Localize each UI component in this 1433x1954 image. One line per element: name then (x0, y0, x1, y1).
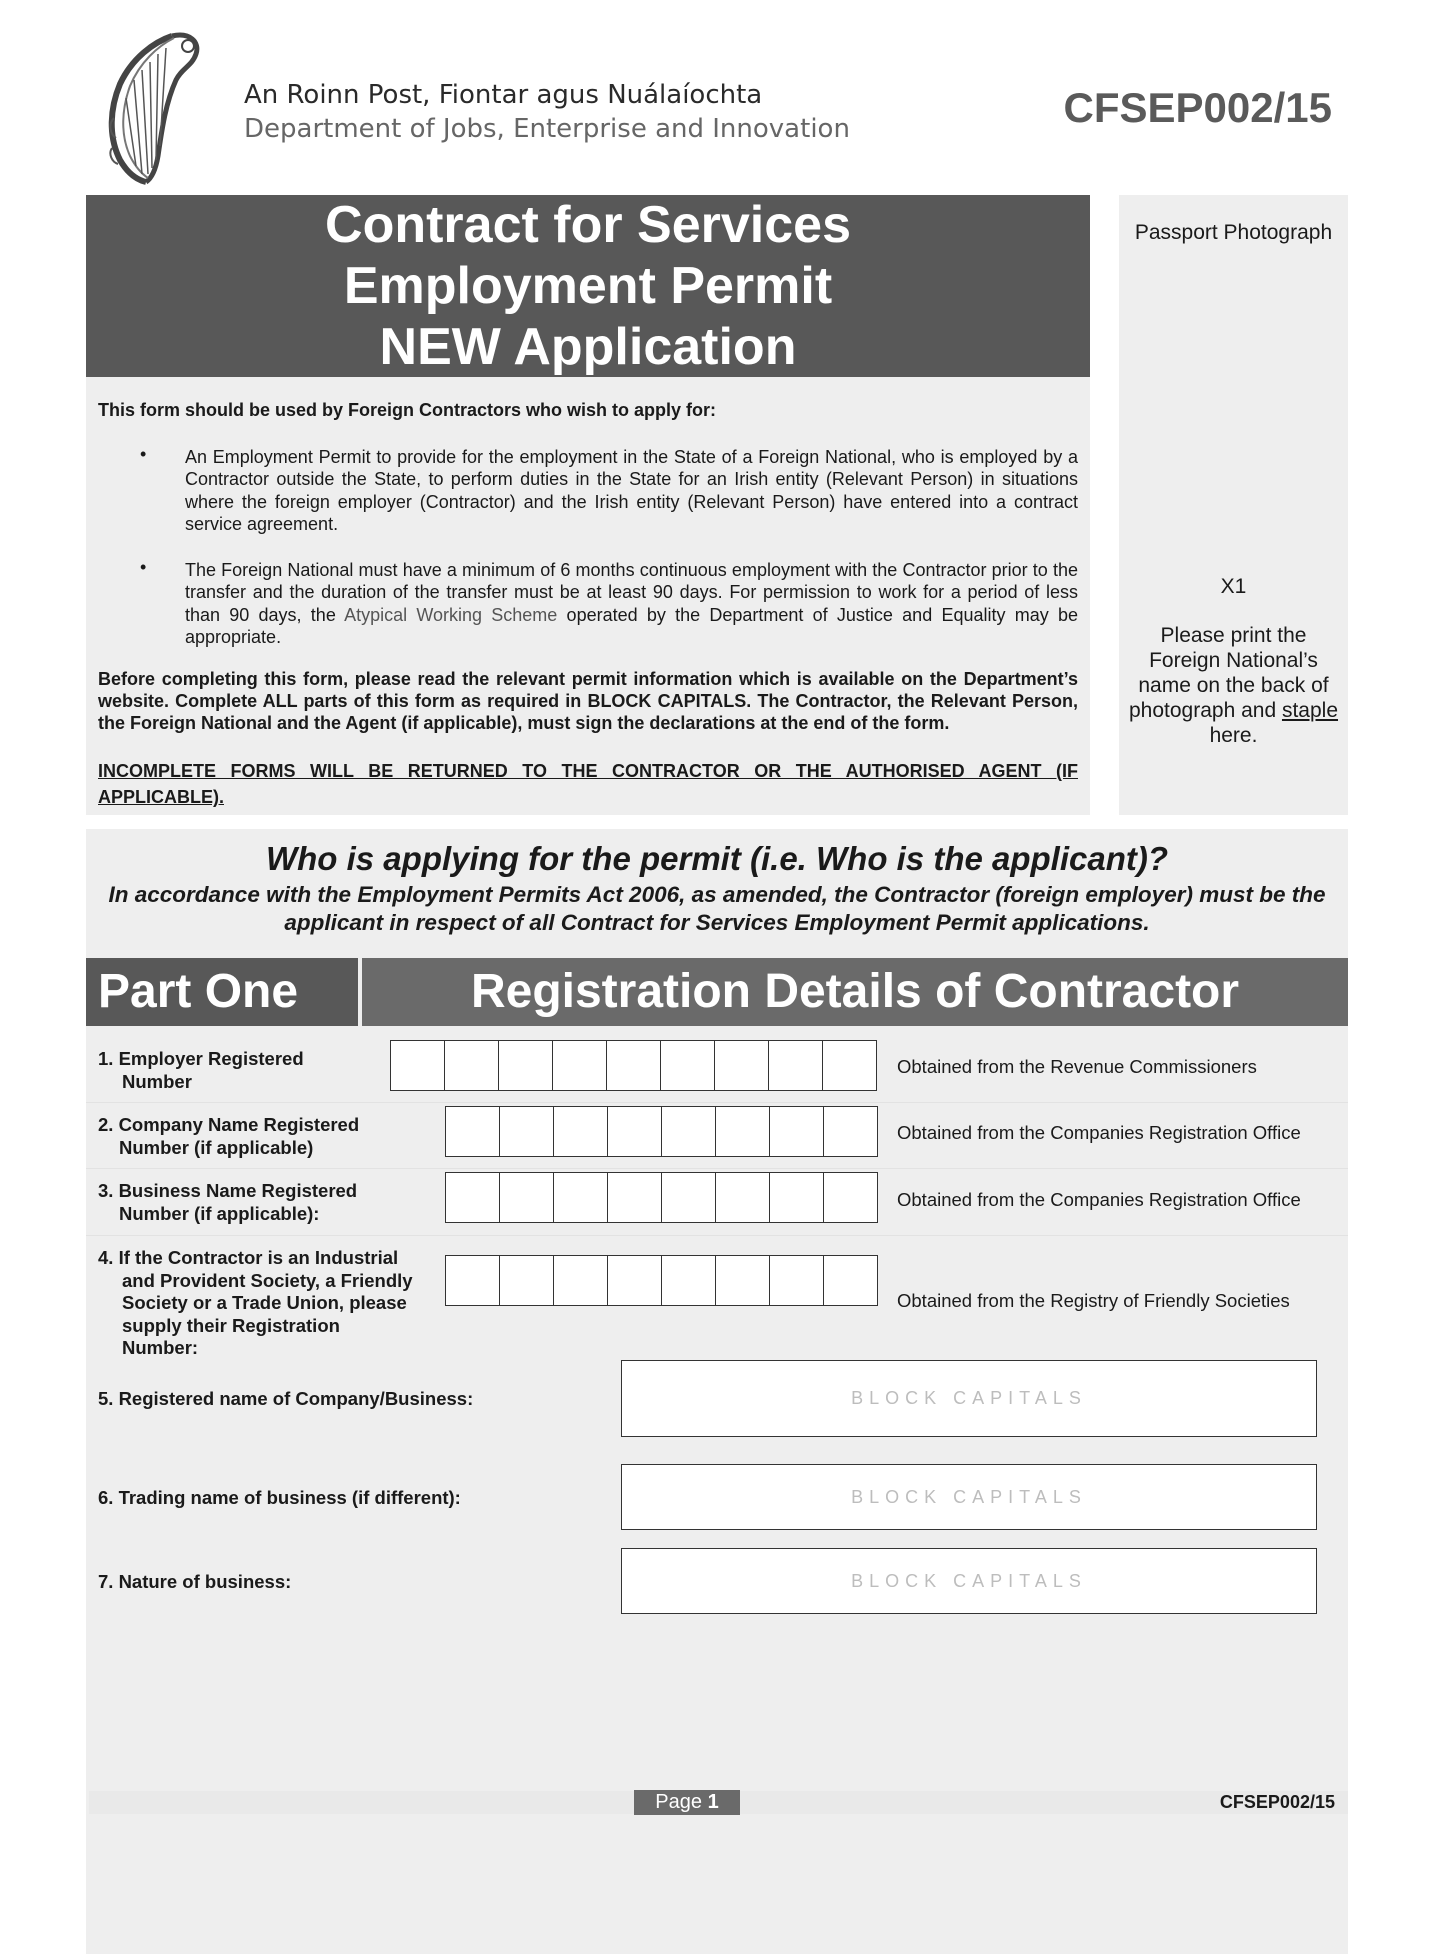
trading-name-label: 6. Trading name of business (if different): (98, 1487, 461, 1508)
char-box[interactable] (500, 1107, 554, 1156)
char-box[interactable] (716, 1173, 770, 1222)
footer-form-code: CFSEP002/15 (1219, 1792, 1335, 1812)
before-completing-note: Before completing this form, please read the relevant permit information which is available on the Department’s website. Complete ALL parts of this form as required in BLOCK CAPITALS. The Contractor, the Relevant Person, the Foreign National and the Agent (if applicable), must sign the declarations at the end of the form. (98, 669, 1078, 733)
char-box[interactable] (716, 1107, 770, 1156)
char-box[interactable] (662, 1256, 716, 1305)
incomplete-forms-warning: INCOMPLETE FORMS WILL BE RETURNED TO THE CONTRACTOR OR THE AUTHORISED AGENT (IF APPLICABLE). (98, 761, 1078, 807)
department-header (244, 78, 850, 146)
business-name-registered-number-label (98, 1180, 357, 1225)
trading-name-input[interactable]: BLOCK CAPITALS (621, 1464, 1317, 1530)
row-divider (86, 1168, 1348, 1169)
label-line: Number (if applicable) (119, 1136, 314, 1158)
form-title-line-2: Employment Permit (343, 257, 833, 315)
char-box[interactable] (608, 1107, 662, 1156)
char-box[interactable] (554, 1173, 608, 1222)
char-box[interactable] (824, 1256, 877, 1305)
char-box[interactable] (607, 1041, 661, 1090)
intro-bullet-2 (185, 559, 1078, 649)
intro-bullet-1: An Employment Permit to provide for the employment in the State of a Foreign National, who is employed by a Contractor outside the State, to perform duties in the State for an Irish entity (Relevant Person) in situations where the foreign employer (Contractor) and the Irish entity (Relevant Person) have entered into a contract service agreement. (185, 447, 1078, 535)
bullet-marker: • (140, 444, 147, 464)
row-divider (86, 1235, 1348, 1236)
label-line: Number (if applicable): (119, 1202, 320, 1224)
nature-of-business-input[interactable]: BLOCK CAPITALS (621, 1548, 1317, 1614)
char-box[interactable] (823, 1041, 876, 1090)
row-divider (86, 1102, 1348, 1103)
char-box[interactable] (446, 1256, 500, 1305)
passport-photo-label: Passport Photograph (1134, 221, 1333, 244)
business-number-source: Obtained from the Companies Registration Office (897, 1189, 1301, 1210)
char-box[interactable] (662, 1107, 716, 1156)
form-title-line-1: Contract for Services (325, 196, 851, 254)
registered-company-name-input[interactable]: BLOCK CAPITALS (621, 1360, 1317, 1437)
page-number: 1 (707, 1791, 719, 1813)
employer-registered-number-label (98, 1048, 304, 1093)
photo-instr-end: here. (1209, 724, 1258, 747)
part-title: Registration Details of Contractor (470, 965, 1240, 1018)
passport-photo-area[interactable] (1119, 195, 1348, 815)
label-line: 4. If the Contractor is an Industrial (98, 1247, 399, 1268)
harp-crest-icon (102, 28, 202, 186)
passport-photo-count: X1 (1220, 575, 1247, 598)
char-box[interactable] (391, 1041, 445, 1090)
intro-lead: This form should be used by Foreign Contractors who wish to apply for: (98, 400, 717, 420)
page-indicator (634, 1790, 740, 1815)
form-title-line-3: NEW Application (379, 318, 797, 376)
char-box[interactable] (553, 1041, 607, 1090)
char-box[interactable] (554, 1107, 608, 1156)
char-box[interactable] (770, 1107, 824, 1156)
page-word: Page (655, 1791, 703, 1813)
char-box[interactable] (715, 1041, 769, 1090)
company-name-registered-number-input[interactable] (445, 1106, 878, 1157)
applicant-heading: Who is applying for the permit (i.e. Who is the applicant)? (265, 840, 1169, 877)
form-code: CFSEP002/15 (1063, 84, 1332, 131)
char-box[interactable] (661, 1041, 715, 1090)
employer-number-source: Obtained from the Revenue Commissioners (897, 1056, 1257, 1077)
label-line: 3. Business Name Registered (98, 1180, 358, 1201)
char-box[interactable] (446, 1173, 500, 1222)
char-box[interactable] (500, 1256, 554, 1305)
char-box[interactable] (770, 1256, 824, 1305)
photo-instr-text: Please print the Foreign National’s name on the back of photograph and (1129, 624, 1329, 722)
registered-company-name-label: 5. Registered name of Company/Business: (98, 1388, 474, 1409)
society-registration-number-input[interactable] (445, 1255, 878, 1306)
label-line: Number (122, 1070, 192, 1092)
char-box[interactable] (499, 1041, 553, 1090)
label-line: Number: (122, 1337, 199, 1358)
char-box[interactable] (554, 1256, 608, 1305)
intro-bullet-2-end: operated by the Department of Justice and Equality may be appropriate. (185, 604, 1078, 648)
char-box[interactable] (446, 1107, 500, 1156)
char-box[interactable] (445, 1041, 499, 1090)
company-number-source: Obtained from the Companies Registration Office (897, 1122, 1301, 1143)
department-name-irish: An Roinn Post, Fiontar agus Nuálaíochta (244, 80, 763, 110)
label-line: Society or a Trade Union, please (122, 1292, 407, 1313)
business-name-registered-number-input[interactable] (445, 1172, 878, 1223)
society-number-source: Obtained from the Registry of Friendly Societies (897, 1290, 1290, 1311)
label-line: supply their Registration (122, 1314, 340, 1336)
passport-photo-instructions (1129, 623, 1338, 748)
char-box[interactable] (824, 1107, 877, 1156)
char-box[interactable] (770, 1173, 824, 1222)
company-name-registered-number-label (98, 1114, 359, 1159)
label-line: 2. Company Name Registered (98, 1114, 360, 1135)
char-box[interactable] (769, 1041, 823, 1090)
photo-instr-staple: staple (1281, 699, 1339, 722)
atypical-working-scheme-link[interactable]: Atypical Working Scheme (344, 604, 558, 625)
label-line: and Provident Society, a Friendly (122, 1269, 413, 1291)
char-box[interactable] (662, 1173, 716, 1222)
employer-registered-number-input[interactable] (390, 1040, 877, 1091)
char-box[interactable] (824, 1173, 877, 1222)
department-name-english: Department of Jobs, Enterprise and Innovation (244, 114, 850, 144)
intro-bullet-2-text: The Foreign National must have a minimum of 6 months continuous employment with the Contractor prior to the transfer and the duration of the transfer must be at least 90 days. For permission to work for a period of less than 90 days, the (185, 560, 1078, 625)
society-registration-number-label (98, 1247, 413, 1360)
applicant-subheading: In accordance with the Employment Permits Act 2006, as amended, the Contractor (foreign employer) must be the applicant in respect of all Contract for Services Employment Permit applications. (108, 882, 1326, 935)
part-number: Part One (98, 965, 299, 1018)
char-box[interactable] (716, 1256, 770, 1305)
bullet-marker: • (140, 557, 147, 577)
char-box[interactable] (500, 1173, 554, 1222)
nature-of-business-label: 7. Nature of business: (98, 1571, 292, 1592)
char-box[interactable] (608, 1256, 662, 1305)
form-title (86, 195, 1090, 377)
label-line: 1. Employer Registered (98, 1048, 304, 1069)
char-box[interactable] (608, 1173, 662, 1222)
